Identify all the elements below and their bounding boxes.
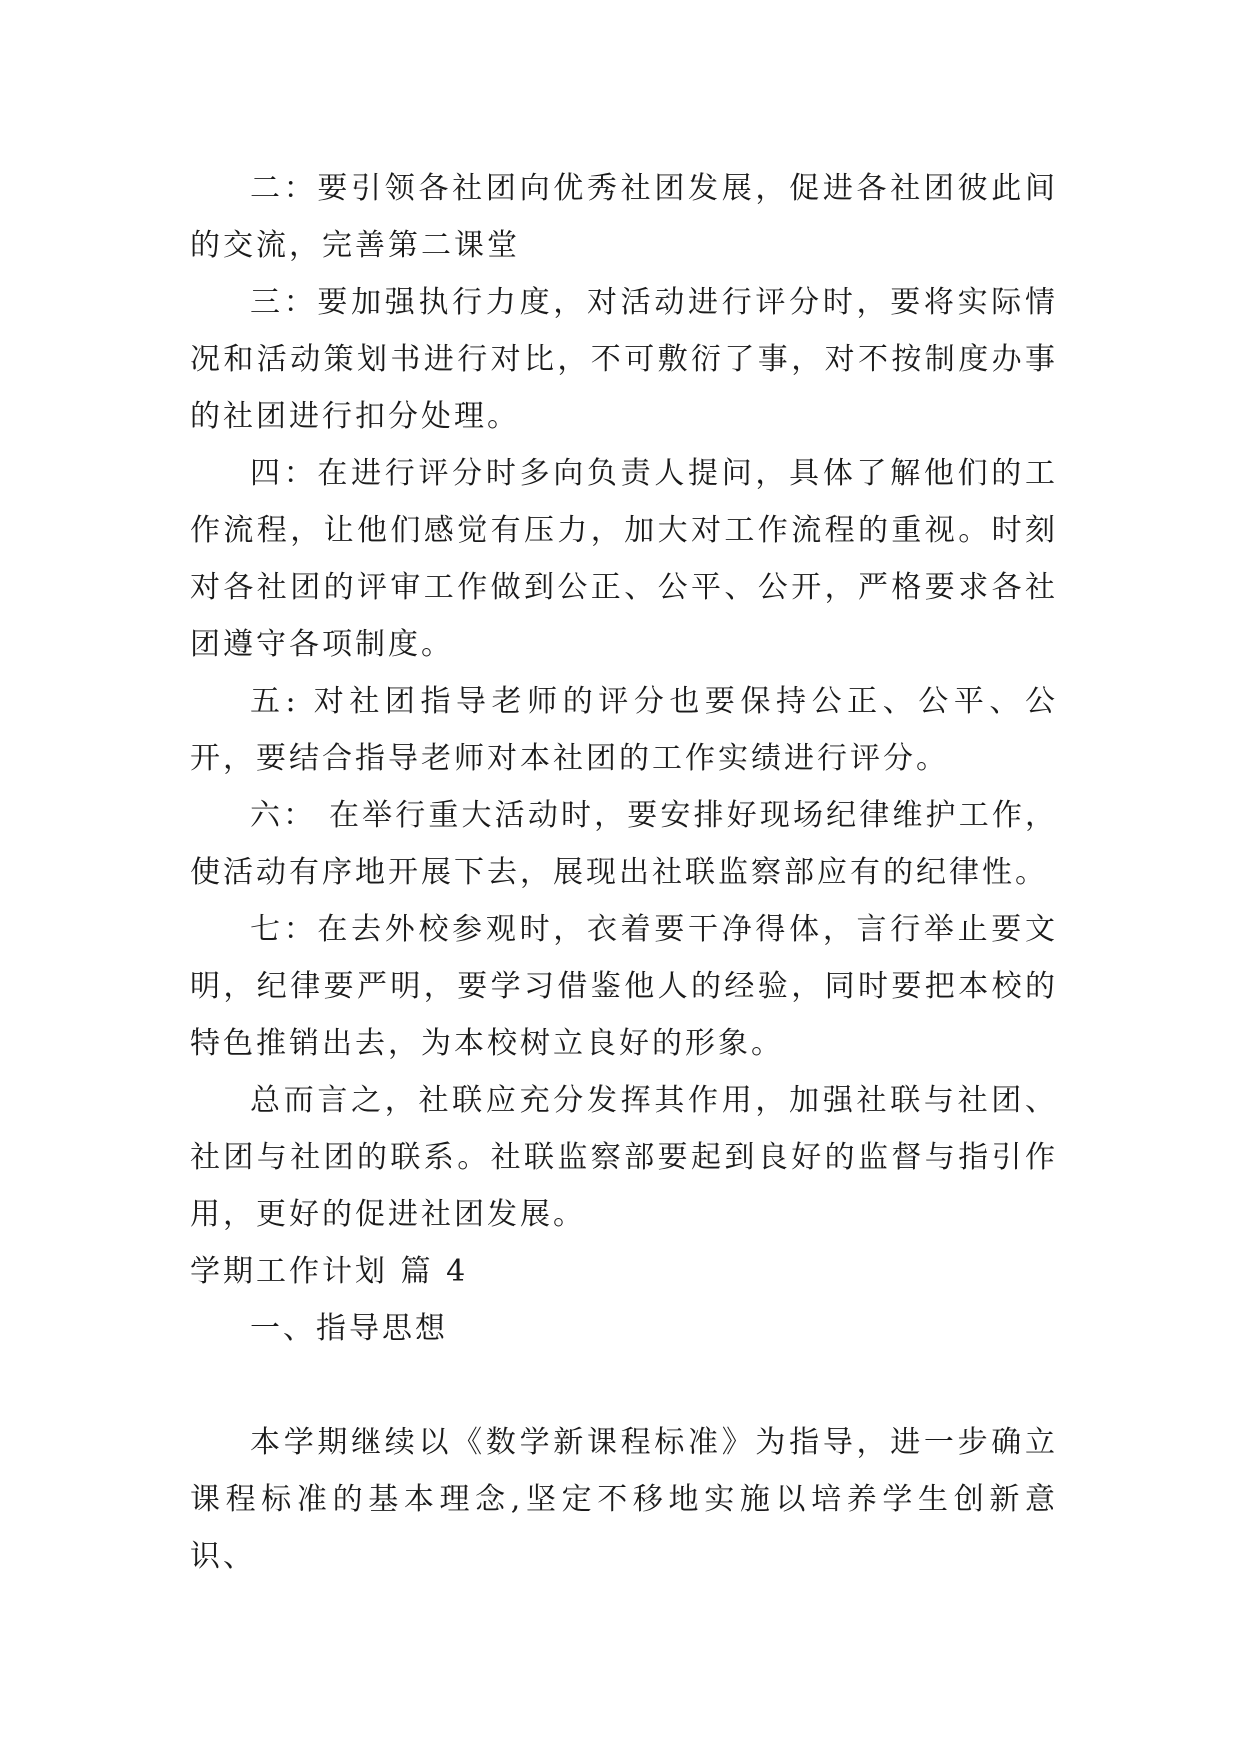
section-heading: 学期工作计划 篇 4 — [190, 1254, 469, 1289]
paragraph-summary: 总而言之，社联应充分发挥其作用，加强社联与社团、社团与社团的联系。社联监察部要起到良好的监督与指引作用，更好的促进社团发展。 — [190, 1083, 1058, 1232]
paragraph-final: 本学期继续以《数学新课程标准》为指导，进一步确立课程标准的基本理念,坚定不移地实施以培养学生创新意识、 — [190, 1425, 1058, 1574]
paragraph-4: 四：在进行评分时多向负责人提问，具体了解他们的工作流程，让他们感觉有压力，加大对工作流程的重视。时刻对各社团的评审工作做到公正、公平、公开，严格要求各社团遵守各项制度。 — [190, 456, 1058, 662]
subheading-guiding-ideology: 一、指导思想 — [250, 1311, 448, 1346]
paragraph-3: 三：要加强执行力度，对活动进行评分时，要将实际情况和活动策划书进行对比，不可敷衍了事，对不按制度办事的社团进行扣分处理。 — [190, 285, 1058, 434]
document-body — [190, 160, 1058, 1585]
paragraph-7: 七：在去外校参观时，衣着要干净得体，言行举止要文明，纪律要严明，要学习借鉴他人的经验，同时要把本校的特色推销出去，为本校树立良好的形象。 — [190, 912, 1058, 1061]
paragraph-5: 五: 对社团指导老师的评分也要保持公正、公平、公开，要结合指导老师对本社团的工作实绩进行评分。 — [190, 684, 1058, 776]
blank-line — [190, 1357, 1058, 1414]
paragraph-2: 二：要引领各社团向优秀社团发展，促进各社团彼此间的交流，完善第二课堂 — [190, 171, 1058, 263]
paragraph-6: 六： 在举行重大活动时，要安排好现场纪律维护工作，使活动有序地开展下去，展现出社联监察部应有的纪律性。 — [190, 798, 1058, 890]
